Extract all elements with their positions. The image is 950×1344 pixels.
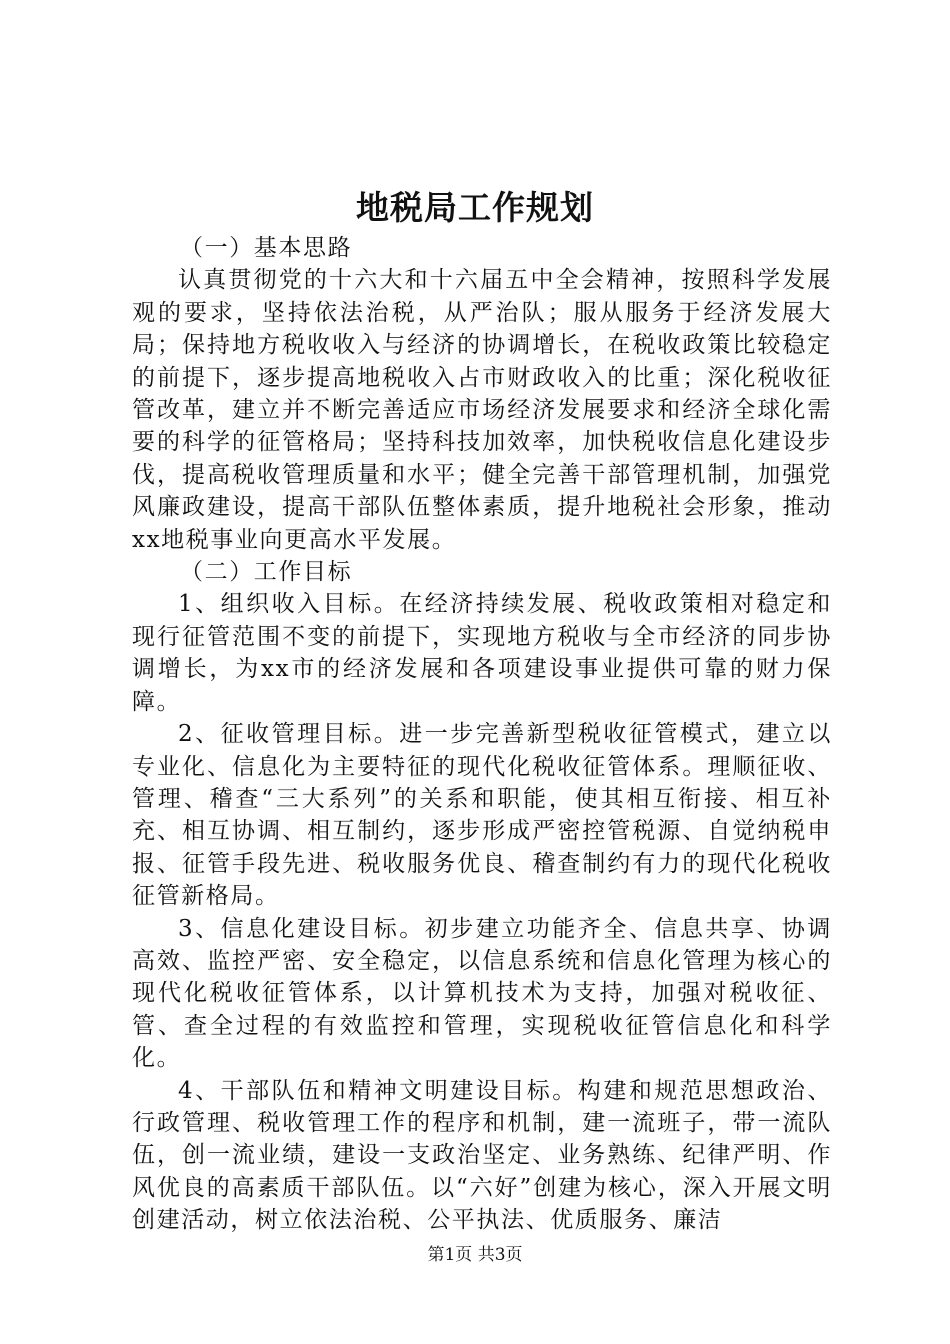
- document-title: 地税局工作规划: [356, 188, 594, 227]
- paragraph-collection-management-goal: 2、征收管理目标。进一步完善新型税收征管模式，建立以专业化、信息化为主要特征的现代化税收征管体系。理顺征收、管理、稽查“三大系列”的关系和职能，使其相互衔接、相互补充、相互协调、相互制约，逐步形成严密控管税源、自觉纳税申报、征管手段先进、税收服务优良、稽查制约有力的现代化税收征管新格局。: [132, 721, 832, 910]
- paragraph-cadre-team-goal: 4、干部队伍和精神文明建设目标。构建和规范思想政治、行政管理、税收管理工作的程序和机制，建一流班子，带一流队伍，创一流业绩，建设一支政治坚定、业务熟练、纪律严明、作风优良的高素质干部队伍。以“六好”创建为核心，深入开展文明创建活动，树立依法治税、公平执法、优质服务、廉洁: [132, 1077, 832, 1234]
- paragraph-revenue-goal: 1、组织收入目标。在经济持续发展、税收政策相对稳定和现行征管范围不变的前提下，实现地方税收与全市经济的同步协调增长，为xx市的经济发展和各项建设事业提供可靠的财力保障。: [132, 591, 832, 715]
- page-number-footer: 第1页 共3页: [427, 1245, 523, 1265]
- paragraph-informatization-goal: 3、信息化建设目标。初步建立功能齐全、信息共享、协调高效、监控严密、安全稳定，以信息系统和信息化管理为核心的现代化税收征管体系，以计算机技术为支持，加强对税收征、管、查全过程的有效监控和管理，实现税收征管信息化和科学化。: [132, 915, 832, 1072]
- section-heading-basic-approach: （一）基本思路: [180, 235, 353, 261]
- document-body: [132, 232, 832, 1237]
- paragraph-basic-approach: 认真贯彻党的十六大和十六届五中全会精神，按照科学发展观的要求，坚持依法治税，从严治队；服从服务于经济发展大局；保持地方税收收入与经济的协调增长，在税收政策比较稳定的前提下，逐步提高地税收入占市财政收入的比重；深化税收征管改革，建立并不断完善适应市场经济发展要求和经济全球化需要的科学的征管格局；坚持科技加效率，加快税收信息化建设步伐，提高税收管理质量和水平；健全完善干部管理机制，加强党风廉政建设，提高干部队伍整体素质，提升地税社会形象，推动xx地税事业向更高水平发展。: [132, 267, 832, 553]
- section-heading-work-goals: （二）工作目标: [180, 559, 353, 586]
